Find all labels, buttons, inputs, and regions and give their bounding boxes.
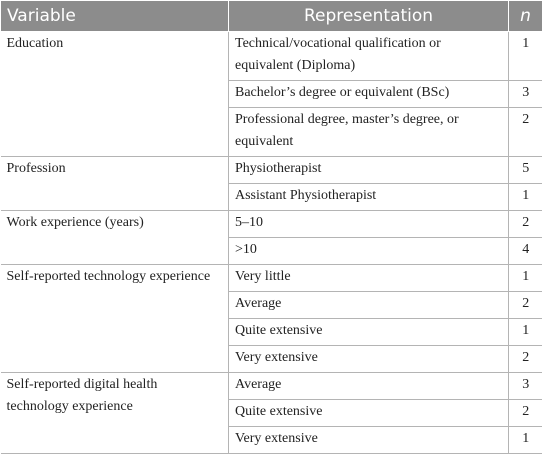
count-cell: 1 bbox=[509, 319, 542, 346]
count-cell: 2 bbox=[509, 400, 542, 427]
header-variable: Variable bbox=[1, 1, 229, 32]
representation-cell: Professional degree, master’s degree, or equivalent bbox=[229, 108, 509, 157]
representation-cell: Average bbox=[229, 292, 509, 319]
representation-cell: >10 bbox=[229, 238, 509, 265]
header-representation: Representation bbox=[229, 1, 509, 32]
representation-cell: Bachelor’s degree or equivalent (BSc) bbox=[229, 81, 509, 108]
representation-cell: Average bbox=[229, 373, 509, 400]
count-cell: 3 bbox=[509, 373, 542, 400]
header-n: n bbox=[509, 1, 542, 32]
count-cell: 2 bbox=[509, 211, 542, 238]
table-row bbox=[1, 32, 542, 81]
count-cell: 2 bbox=[509, 108, 542, 157]
variable-cell: Self-reported digital health technology experience bbox=[1, 373, 229, 454]
variable-cell: Work experience (years) bbox=[1, 211, 229, 265]
variable-cell: Education bbox=[1, 32, 229, 157]
count-cell: 1 bbox=[509, 427, 542, 454]
count-cell: 1 bbox=[509, 32, 542, 81]
count-cell: 4 bbox=[509, 238, 542, 265]
representation-cell: Technical/vocational qualification or equivalent (Diploma) bbox=[229, 32, 509, 81]
representation-cell: Quite extensive bbox=[229, 400, 509, 427]
representation-cell: Very extensive bbox=[229, 427, 509, 454]
table-row bbox=[1, 265, 542, 292]
count-cell: 3 bbox=[509, 81, 542, 108]
representation-cell: Physiotherapist bbox=[229, 157, 509, 184]
representation-cell: 5–10 bbox=[229, 211, 509, 238]
count-cell: 2 bbox=[509, 292, 542, 319]
representation-cell: Very little bbox=[229, 265, 509, 292]
representation-cell: Assistant Physiotherapist bbox=[229, 184, 509, 211]
variable-cell: Self-reported technology experience bbox=[1, 265, 229, 373]
representation-cell: Quite extensive bbox=[229, 319, 509, 346]
count-cell: 5 bbox=[509, 157, 542, 184]
variable-cell: Profession bbox=[1, 157, 229, 211]
table-row bbox=[1, 373, 542, 400]
header-row bbox=[1, 1, 542, 32]
count-cell: 1 bbox=[509, 184, 542, 211]
table-row bbox=[1, 211, 542, 238]
representation-cell: Very extensive bbox=[229, 346, 509, 373]
count-cell: 1 bbox=[509, 265, 542, 292]
count-cell: 2 bbox=[509, 346, 542, 373]
table-row bbox=[1, 157, 542, 184]
